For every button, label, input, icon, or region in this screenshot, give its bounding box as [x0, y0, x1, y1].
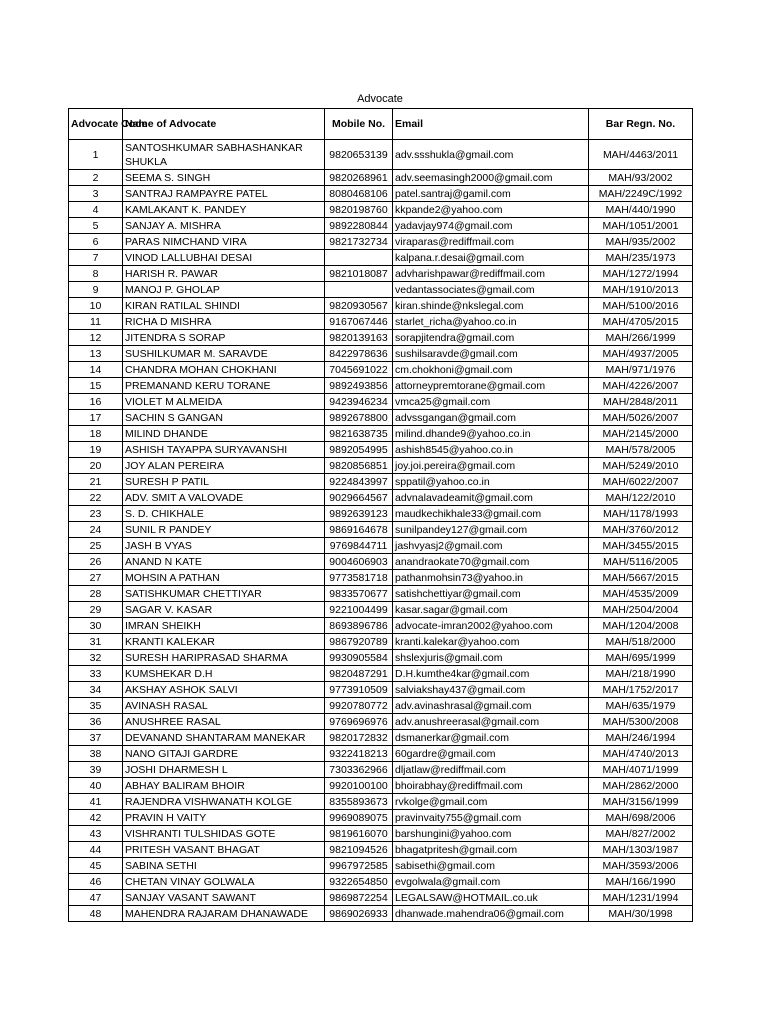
advocate-name-cell: ANUSHREE RASAL — [123, 714, 325, 730]
table-row — [69, 554, 693, 570]
advocate-code-cell: 4 — [69, 202, 123, 218]
bar-regn-cell: MAH/3760/2012 — [589, 522, 693, 538]
advocate-name-cell: MAHENDRA RAJARAM DHANAWADE — [123, 906, 325, 922]
advocate-name-cell: JOY ALAN PEREIRA — [123, 458, 325, 474]
table-row — [69, 218, 693, 234]
bar-regn-cell: MAH/30/1998 — [589, 906, 693, 922]
table-row — [69, 394, 693, 410]
email-cell: adv.anushreerasal@gmail.com — [393, 714, 589, 730]
table-row — [69, 842, 693, 858]
table-row — [69, 778, 693, 794]
bar-regn-cell: MAH/5116/2005 — [589, 554, 693, 570]
table-row — [69, 810, 693, 826]
advocate-code-cell: 11 — [69, 314, 123, 330]
advocate-code-cell: 2 — [69, 170, 123, 186]
email-cell: D.H.kumthe4kar@gmail.com — [393, 666, 589, 682]
bar-regn-cell: MAH/5667/2015 — [589, 570, 693, 586]
advocate-code-cell: 40 — [69, 778, 123, 794]
advocate-code-cell: 24 — [69, 522, 123, 538]
email-cell: yadavjay974@gmail.com — [393, 218, 589, 234]
table-row — [69, 346, 693, 362]
bar-regn-cell: MAH/440/1990 — [589, 202, 693, 218]
bar-regn-cell: MAH/3593/2006 — [589, 858, 693, 874]
table-row — [69, 442, 693, 458]
table-row — [69, 586, 693, 602]
email-cell: adv.ssshukla@gmail.com — [393, 140, 589, 170]
email-cell: dljatlaw@rediffmail.com — [393, 762, 589, 778]
mobile-number-cell: 8355893673 — [325, 794, 393, 810]
mobile-number-cell: 9773581718 — [325, 570, 393, 586]
table-row — [69, 170, 693, 186]
advocate-code-cell: 39 — [69, 762, 123, 778]
email-cell: milind.dhande9@yahoo.co.in — [393, 426, 589, 442]
advocate-table — [68, 108, 693, 922]
advocate-code-cell: 1 — [69, 140, 123, 170]
table-row — [69, 618, 693, 634]
table-row — [69, 298, 693, 314]
advocate-code-cell: 18 — [69, 426, 123, 442]
bar-regn-cell: MAH/93/2002 — [589, 170, 693, 186]
column-header-name: Name of Advocate — [123, 109, 325, 140]
mobile-number-cell: 9221004499 — [325, 602, 393, 618]
email-cell: dhanwade.mahendra06@gmail.com — [393, 906, 589, 922]
advocate-code-cell: 33 — [69, 666, 123, 682]
mobile-number-cell: 9224843997 — [325, 474, 393, 490]
advocate-name-cell: DEVANAND SHANTARAM MANEKAR — [123, 730, 325, 746]
advocate-name-cell: PREMANAND KERU TORANE — [123, 378, 325, 394]
email-cell: vmca25@gmail.com — [393, 394, 589, 410]
advocate-code-cell: 38 — [69, 746, 123, 762]
mobile-number-cell: 9423946234 — [325, 394, 393, 410]
bar-regn-cell: MAH/5249/2010 — [589, 458, 693, 474]
email-cell: shslexjuris@gmail.com — [393, 650, 589, 666]
advocate-name-cell: SANTRAJ RAMPAYRE PATEL — [123, 186, 325, 202]
bar-regn-cell: MAH/695/1999 — [589, 650, 693, 666]
advocate-code-cell: 43 — [69, 826, 123, 842]
advocate-code-cell: 10 — [69, 298, 123, 314]
mobile-number-cell: 8693896786 — [325, 618, 393, 634]
mobile-number-cell: 9769844711 — [325, 538, 393, 554]
advocate-code-cell: 9 — [69, 282, 123, 298]
advocate-code-cell: 5 — [69, 218, 123, 234]
advocate-code-cell: 30 — [69, 618, 123, 634]
table-row — [69, 474, 693, 490]
advocate-code-cell: 20 — [69, 458, 123, 474]
advocate-name-cell: MOHSIN A PATHAN — [123, 570, 325, 586]
advocate-name-cell: JOSHI DHARMESH L — [123, 762, 325, 778]
bar-regn-cell: MAH/1910/2013 — [589, 282, 693, 298]
table-row — [69, 282, 693, 298]
advocate-name-cell: HARISH R. PAWAR — [123, 266, 325, 282]
mobile-number-cell: 7303362966 — [325, 762, 393, 778]
bar-regn-cell: MAH/4937/2005 — [589, 346, 693, 362]
advocate-code-cell: 41 — [69, 794, 123, 810]
advocate-name-cell: KIRAN RATILAL SHINDI — [123, 298, 325, 314]
bar-regn-cell: MAH/218/1990 — [589, 666, 693, 682]
bar-regn-cell: MAH/518/2000 — [589, 634, 693, 650]
table-row — [69, 570, 693, 586]
column-header-bar-regn: Bar Regn. No. — [589, 109, 693, 140]
mobile-number-cell: 9967972585 — [325, 858, 393, 874]
bar-regn-cell: MAH/1303/1987 — [589, 842, 693, 858]
mobile-number-cell: 9821094526 — [325, 842, 393, 858]
bar-regn-cell: MAH/935/2002 — [589, 234, 693, 250]
bar-regn-cell: MAH/1178/1993 — [589, 506, 693, 522]
table-row — [69, 330, 693, 346]
mobile-number-cell: 9820487291 — [325, 666, 393, 682]
bar-regn-cell: MAH/1051/2001 — [589, 218, 693, 234]
mobile-number-cell: 9820198760 — [325, 202, 393, 218]
column-header-mobile: Mobile No. — [325, 109, 393, 140]
mobile-number-cell: 9820139163 — [325, 330, 393, 346]
advocate-code-cell: 34 — [69, 682, 123, 698]
table-row — [69, 410, 693, 426]
advocate-name-cell: ANAND N KATE — [123, 554, 325, 570]
bar-regn-cell: MAH/3455/2015 — [589, 538, 693, 554]
header-row — [69, 109, 693, 140]
table-row — [69, 202, 693, 218]
advocate-code-cell: 44 — [69, 842, 123, 858]
advocate-name-cell: KRANTI KALEKAR — [123, 634, 325, 650]
table-row — [69, 874, 693, 890]
email-cell: bhoirabhay@rediffmail.com — [393, 778, 589, 794]
advocate-name-cell: SAGAR V. KASAR — [123, 602, 325, 618]
advocate-name-cell: VISHRANTI TULSHIDAS GOTE — [123, 826, 325, 842]
mobile-number-cell: 9322654850 — [325, 874, 393, 890]
advocate-code-cell: 32 — [69, 650, 123, 666]
email-cell: adv.seemasingh2000@gmail.com — [393, 170, 589, 186]
advocate-name-cell: S. D. CHIKHALE — [123, 506, 325, 522]
advocate-name-cell: PRAVIN H VAITY — [123, 810, 325, 826]
email-cell: pathanmohsin73@yahoo.in — [393, 570, 589, 586]
mobile-number-cell: 9029664567 — [325, 490, 393, 506]
bar-regn-cell: MAH/5100/2016 — [589, 298, 693, 314]
advocate-name-cell: RICHA D MISHRA — [123, 314, 325, 330]
table-row — [69, 762, 693, 778]
bar-regn-cell: MAH/4705/2015 — [589, 314, 693, 330]
advocate-name-cell: CHANDRA MOHAN CHOKHANI — [123, 362, 325, 378]
mobile-number-cell: 9867920789 — [325, 634, 393, 650]
table-row — [69, 234, 693, 250]
table-row — [69, 858, 693, 874]
table-row — [69, 266, 693, 282]
advocate-code-cell: 27 — [69, 570, 123, 586]
email-cell: dsmanerkar@gmail.com — [393, 730, 589, 746]
advocate-code-cell: 23 — [69, 506, 123, 522]
advocate-code-cell: 21 — [69, 474, 123, 490]
mobile-number-cell: 9892054995 — [325, 442, 393, 458]
bar-regn-cell: MAH/4535/2009 — [589, 586, 693, 602]
advocate-name-cell: RAJENDRA VISHWANATH KOLGE — [123, 794, 325, 810]
advocate-code-cell: 42 — [69, 810, 123, 826]
table-row — [69, 730, 693, 746]
mobile-number-cell: 9821732734 — [325, 234, 393, 250]
advocate-name-cell: SACHIN S GANGAN — [123, 410, 325, 426]
advocate-name-cell: CHETAN VINAY GOLWALA — [123, 874, 325, 890]
advocate-name-cell: PRITESH VASANT BHAGAT — [123, 842, 325, 858]
advocate-name-cell: SANTOSHKUMAR SABHASHANKAR SHUKLA — [123, 140, 325, 170]
email-cell: advocate-imran2002@yahoo.com — [393, 618, 589, 634]
advocate-name-cell: SATISHKUMAR CHETTIYAR — [123, 586, 325, 602]
bar-regn-cell: MAH/1204/2008 — [589, 618, 693, 634]
table-row — [69, 250, 693, 266]
email-cell: sushilsaravde@gmail.com — [393, 346, 589, 362]
advocate-name-cell: VIOLET M ALMEIDA — [123, 394, 325, 410]
table-row — [69, 650, 693, 666]
email-cell: advnalavadeamit@gmail.com — [393, 490, 589, 506]
mobile-number-cell — [325, 282, 393, 298]
advocate-code-cell: 14 — [69, 362, 123, 378]
advocate-code-cell: 45 — [69, 858, 123, 874]
table-row — [69, 666, 693, 682]
email-cell: vedantassociates@gmail.com — [393, 282, 589, 298]
mobile-number-cell: 9769696976 — [325, 714, 393, 730]
mobile-number-cell: 9773910509 — [325, 682, 393, 698]
mobile-number-cell: 7045691022 — [325, 362, 393, 378]
advocate-name-cell: SANJAY VASANT SAWANT — [123, 890, 325, 906]
bar-regn-cell: MAH/4463/2011 — [589, 140, 693, 170]
advocate-code-cell: 22 — [69, 490, 123, 506]
table-row — [69, 140, 693, 170]
table-row — [69, 458, 693, 474]
advocate-code-cell: 26 — [69, 554, 123, 570]
table-row — [69, 794, 693, 810]
email-cell: bhagatpritesh@gmail.com — [393, 842, 589, 858]
table-row — [69, 490, 693, 506]
email-cell: 60gardre@gmail.com — [393, 746, 589, 762]
table-row — [69, 714, 693, 730]
bar-regn-cell: MAH/246/1994 — [589, 730, 693, 746]
table-row — [69, 378, 693, 394]
bar-regn-cell: MAH/4740/2013 — [589, 746, 693, 762]
email-cell: joy.joi.pereira@gmail.com — [393, 458, 589, 474]
column-header-code: Advocate Code — [69, 109, 123, 140]
mobile-number-cell: 9869026933 — [325, 906, 393, 922]
advocate-code-cell: 48 — [69, 906, 123, 922]
advocate-code-cell: 8 — [69, 266, 123, 282]
email-cell: starlet_richa@yahoo.co.in — [393, 314, 589, 330]
email-cell: salviakshay437@gmail.com — [393, 682, 589, 698]
mobile-number-cell: 9969089075 — [325, 810, 393, 826]
email-cell: maudkechikhale33@gmail.com — [393, 506, 589, 522]
advocate-code-cell: 17 — [69, 410, 123, 426]
email-cell: kalpana.r.desai@gmail.com — [393, 250, 589, 266]
table-row — [69, 522, 693, 538]
table-row — [69, 634, 693, 650]
advocate-code-cell: 25 — [69, 538, 123, 554]
mobile-number-cell: 9892639123 — [325, 506, 393, 522]
advocate-code-cell: 37 — [69, 730, 123, 746]
advocate-name-cell: ASHISH TAYAPPA SURYAVANSHI — [123, 442, 325, 458]
email-cell: sunilpandey127@gmail.com — [393, 522, 589, 538]
advocate-code-cell: 28 — [69, 586, 123, 602]
bar-regn-cell: MAH/5300/2008 — [589, 714, 693, 730]
advocate-name-cell: SUNIL R PANDEY — [123, 522, 325, 538]
advocate-name-cell: MILIND DHANDE — [123, 426, 325, 442]
table-row — [69, 506, 693, 522]
email-cell: barshungini@yahoo.com — [393, 826, 589, 842]
bar-regn-cell: MAH/3156/1999 — [589, 794, 693, 810]
email-cell: pravinvaity755@gmail.com — [393, 810, 589, 826]
advocate-name-cell: SEEMA S. SINGH — [123, 170, 325, 186]
bar-regn-cell: MAH/827/2002 — [589, 826, 693, 842]
mobile-number-cell: 9821018087 — [325, 266, 393, 282]
email-cell: ashish8545@yahoo.co.in — [393, 442, 589, 458]
mobile-number-cell: 9820930567 — [325, 298, 393, 314]
advocate-code-cell: 13 — [69, 346, 123, 362]
table-row — [69, 698, 693, 714]
table-row — [69, 314, 693, 330]
advocate-name-cell: SUSHILKUMAR M. SARAVDE — [123, 346, 325, 362]
mobile-number-cell: 9820172832 — [325, 730, 393, 746]
advocate-code-cell: 31 — [69, 634, 123, 650]
mobile-number-cell: 9920100100 — [325, 778, 393, 794]
table-row — [69, 682, 693, 698]
email-cell: patel.santraj@gamil.com — [393, 186, 589, 202]
bar-regn-cell: MAH/235/1973 — [589, 250, 693, 266]
bar-regn-cell: MAH/1752/2017 — [589, 682, 693, 698]
email-cell: jashvyasj2@gmail.com — [393, 538, 589, 554]
email-cell: kkpande2@yahoo.com — [393, 202, 589, 218]
email-cell: sorapjitendra@gmail.com — [393, 330, 589, 346]
advocate-name-cell: KUMSHEKAR D.H — [123, 666, 325, 682]
advocate-code-cell: 35 — [69, 698, 123, 714]
email-cell: evgolwala@gmail.com — [393, 874, 589, 890]
email-cell: cm.chokhoni@gmail.com — [393, 362, 589, 378]
advocate-code-cell: 36 — [69, 714, 123, 730]
advocate-code-cell: 7 — [69, 250, 123, 266]
bar-regn-cell: MAH/698/2006 — [589, 810, 693, 826]
mobile-number-cell: 9819616070 — [325, 826, 393, 842]
email-cell: advharishpawar@rediffmail.com — [393, 266, 589, 282]
table-row — [69, 426, 693, 442]
advocate-code-cell: 19 — [69, 442, 123, 458]
table-row — [69, 602, 693, 618]
mobile-number-cell: 9869872254 — [325, 890, 393, 906]
advocate-code-cell: 29 — [69, 602, 123, 618]
mobile-number-cell: 9820653139 — [325, 140, 393, 170]
bar-regn-cell: MAH/971/1976 — [589, 362, 693, 378]
mobile-number-cell: 9322418213 — [325, 746, 393, 762]
bar-regn-cell: MAH/4226/2007 — [589, 378, 693, 394]
bar-regn-cell: MAH/1231/1994 — [589, 890, 693, 906]
mobile-number-cell: 8080468106 — [325, 186, 393, 202]
advocate-name-cell: JITENDRA S SORAP — [123, 330, 325, 346]
mobile-number-cell: 9869164678 — [325, 522, 393, 538]
bar-regn-cell: MAH/122/2010 — [589, 490, 693, 506]
email-cell: LEGALSAW@HOTMAIL.co.uk — [393, 890, 589, 906]
email-cell: advssgangan@gmail.com — [393, 410, 589, 426]
advocate-code-cell: 16 — [69, 394, 123, 410]
advocate-code-cell: 15 — [69, 378, 123, 394]
email-cell: sabisethi@gmail.com — [393, 858, 589, 874]
email-cell: anandraokate70@gmail.com — [393, 554, 589, 570]
mobile-number-cell: 9833570677 — [325, 586, 393, 602]
advocate-code-cell: 47 — [69, 890, 123, 906]
email-cell: kasar.sagar@gmail.com — [393, 602, 589, 618]
bar-regn-cell: MAH/6022/2007 — [589, 474, 693, 490]
advocate-code-cell: 6 — [69, 234, 123, 250]
bar-regn-cell: MAH/2848/2011 — [589, 394, 693, 410]
mobile-number-cell: 9930905584 — [325, 650, 393, 666]
mobile-number-cell: 9892493856 — [325, 378, 393, 394]
column-header-email: Email — [393, 109, 589, 140]
email-cell: viraparas@rediffmail.com — [393, 234, 589, 250]
table-row — [69, 826, 693, 842]
advocate-name-cell: VINOD LALLUBHAI DESAI — [123, 250, 325, 266]
mobile-number-cell — [325, 250, 393, 266]
bar-regn-cell: MAH/578/2005 — [589, 442, 693, 458]
mobile-number-cell: 9004606903 — [325, 554, 393, 570]
bar-regn-cell: MAH/2504/2004 — [589, 602, 693, 618]
table-row — [69, 906, 693, 922]
table-row — [69, 538, 693, 554]
advocate-name-cell: ABHAY BALIRAM BHOIR — [123, 778, 325, 794]
sheet-title: Advocate — [357, 93, 403, 105]
mobile-number-cell: 9892280844 — [325, 218, 393, 234]
email-cell: sppatil@yahoo.co.in — [393, 474, 589, 490]
advocate-name-cell: SABINA SETHI — [123, 858, 325, 874]
mobile-number-cell: 9820856851 — [325, 458, 393, 474]
bar-regn-cell: MAH/2862/2000 — [589, 778, 693, 794]
mobile-number-cell: 9892678800 — [325, 410, 393, 426]
email-cell: kranti.kalekar@yahoo.com — [393, 634, 589, 650]
bar-regn-cell: MAH/4071/1999 — [589, 762, 693, 778]
advocate-code-cell: 3 — [69, 186, 123, 202]
advocate-name-cell: MANOJ P. GHOLAP — [123, 282, 325, 298]
advocate-name-cell: JASH B VYAS — [123, 538, 325, 554]
advocate-name-cell: SURESH P PATIL — [123, 474, 325, 490]
bar-regn-cell: MAH/5026/2007 — [589, 410, 693, 426]
bar-regn-cell: MAH/166/1990 — [589, 874, 693, 890]
advocate-name-cell: AVINASH RASAL — [123, 698, 325, 714]
advocate-name-cell: ADV. SMIT A VALOVADE — [123, 490, 325, 506]
bar-regn-cell: MAH/2249C/1992 — [589, 186, 693, 202]
email-cell: satishchettiyar@gmail.com — [393, 586, 589, 602]
bar-regn-cell: MAH/266/1999 — [589, 330, 693, 346]
table-row — [69, 890, 693, 906]
advocate-name-cell: KAMLAKANT K. PANDEY — [123, 202, 325, 218]
bar-regn-cell: MAH/1272/1994 — [589, 266, 693, 282]
email-cell: kiran.shinde@nkslegal.com — [393, 298, 589, 314]
mobile-number-cell: 9167067446 — [325, 314, 393, 330]
email-cell: rvkolge@gmail.com — [393, 794, 589, 810]
advocate-name-cell: SURESH HARIPRASAD SHARMA — [123, 650, 325, 666]
advocate-code-cell: 46 — [69, 874, 123, 890]
mobile-number-cell: 9820268961 — [325, 170, 393, 186]
bar-regn-cell: MAH/2145/2000 — [589, 426, 693, 442]
mobile-number-cell: 9821638735 — [325, 426, 393, 442]
advocate-name-cell: PARAS NIMCHAND VIRA — [123, 234, 325, 250]
email-cell: adv.avinashrasal@gmail.com — [393, 698, 589, 714]
advocate-code-cell: 12 — [69, 330, 123, 346]
advocate-name-cell: NANO GITAJI GARDRE — [123, 746, 325, 762]
mobile-number-cell: 8422978636 — [325, 346, 393, 362]
table-row — [69, 186, 693, 202]
advocate-name-cell: IMRAN SHEIKH — [123, 618, 325, 634]
table-row — [69, 746, 693, 762]
bar-regn-cell: MAH/635/1979 — [589, 698, 693, 714]
advocate-name-cell: AKSHAY ASHOK SALVI — [123, 682, 325, 698]
email-cell: attorneypremtorane@gmail.com — [393, 378, 589, 394]
mobile-number-cell: 9920780772 — [325, 698, 393, 714]
advocate-name-cell: SANJAY A. MISHRA — [123, 218, 325, 234]
table-row — [69, 362, 693, 378]
